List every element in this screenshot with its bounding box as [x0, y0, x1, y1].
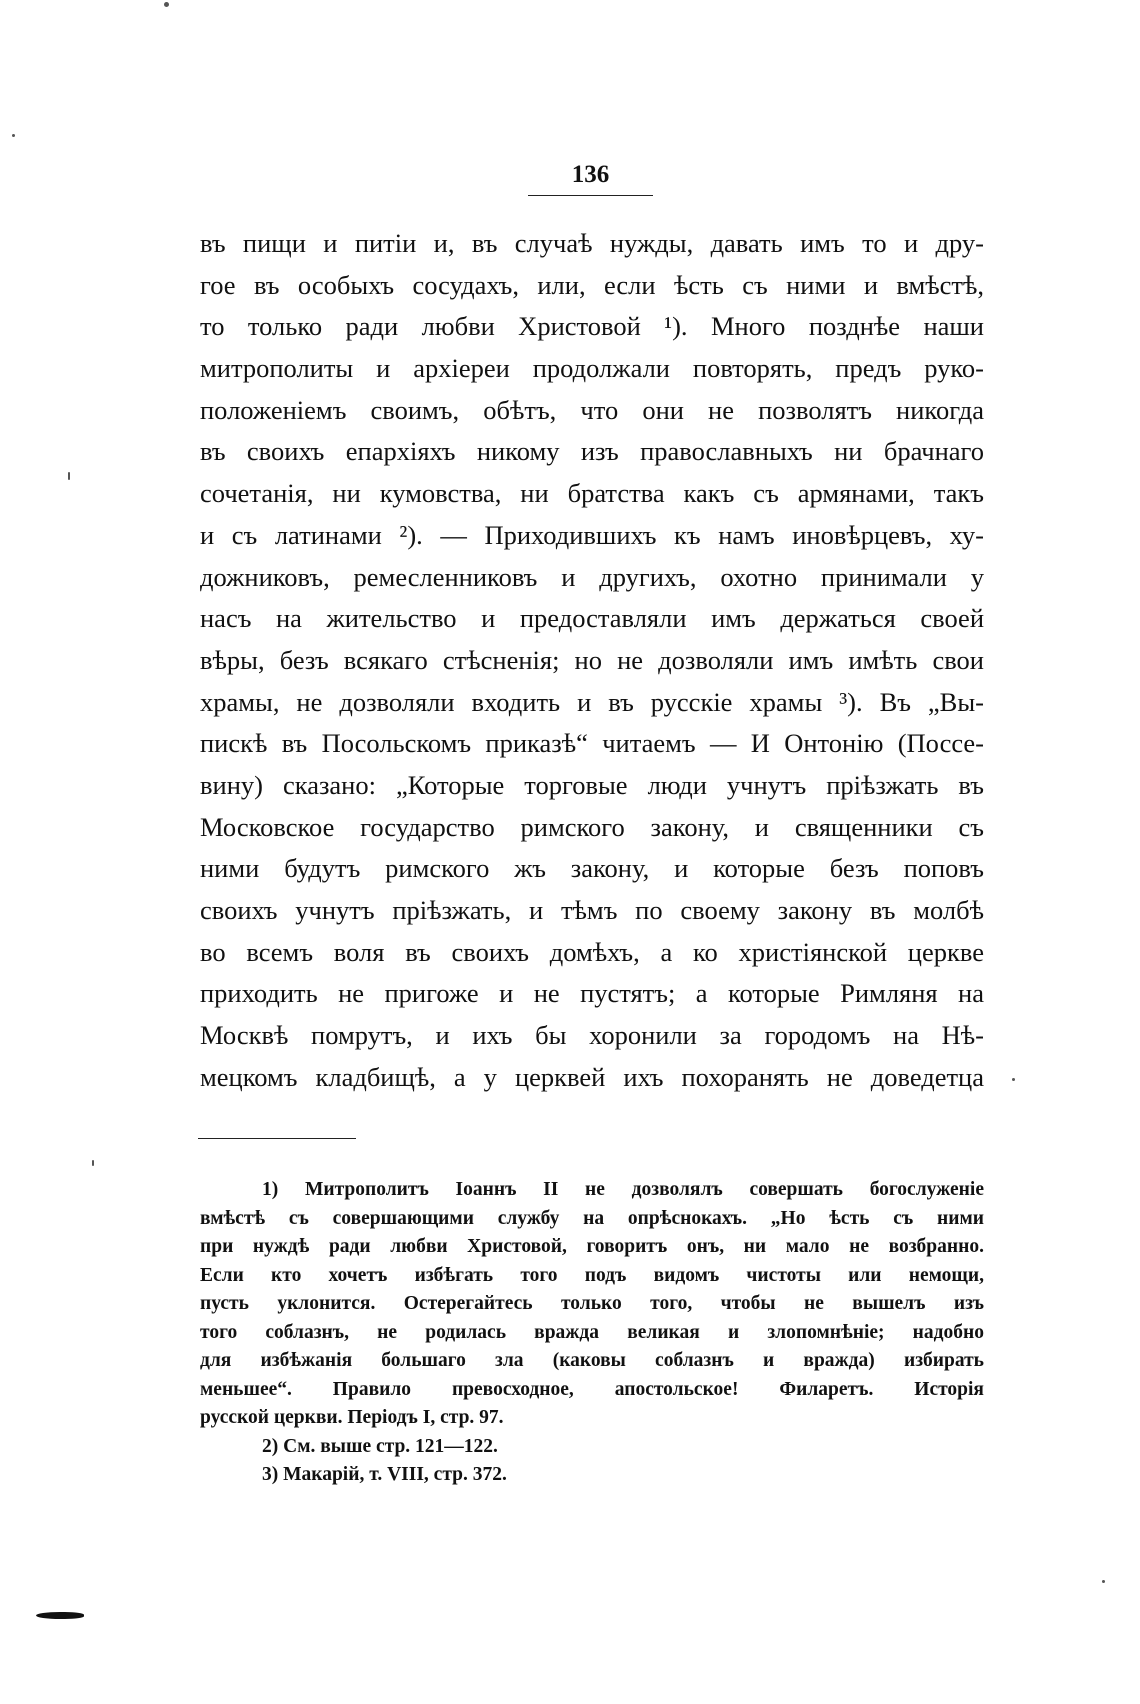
body-line: храмы, не дозволяли входить и въ русскіе храмы ³). Въ „Вы- — [200, 686, 984, 717]
footnote-1-line: русской церкви. Періодъ I, стр. 97. — [200, 1407, 504, 1428]
footnote-1-line: вмѣстѣ съ совершающими службу на опрѣснокахъ. „Но ѣсть съ ними — [200, 1207, 984, 1229]
footnote-1-line: того соблазнъ, не родилась вражда великая и злопомнѣніе; надобно — [200, 1321, 984, 1343]
body-line: дожниковъ, ремесленниковъ и другихъ, охотно принимали у — [200, 561, 984, 592]
scan-speck — [12, 134, 15, 137]
footnote-1-line: для избѣжанія большаго зла (каковы соблазнъ и вражда) избирать — [200, 1350, 984, 1371]
body-line: Московское государство римского закону, и священники съ — [200, 811, 984, 842]
body-line: во всемъ воля въ своихъ домѣхъ, а ко христіянской церкве — [200, 936, 984, 967]
scan-speck — [92, 1160, 94, 1166]
footnotes — [200, 1176, 984, 1490]
body-line: вѣры, безъ всякаго стѣсненія; но не дозволяли имъ имѣть свои — [200, 644, 984, 675]
footnote-1-line: 1) Митрополитъ Іоаннъ II не дозволялъ совершать богослуженіе — [262, 1179, 984, 1200]
body-line: своихъ учнутъ пріѣзжать, и тѣмъ по своему закону въ молбѣ — [200, 895, 984, 925]
footnote-3: 3) Макарій, т. VIII, стр. 372. — [262, 1464, 507, 1485]
footnote-1-line: при нуждѣ ради любви Христовой, говоритъ онъ, ни мало не возбранно. — [200, 1236, 984, 1257]
body-line: и съ латинами ²). — Приходившихъ къ намъ иновѣрцевъ, ху- — [200, 519, 984, 550]
body-line: сочетанія, ни кумовства, ни братства какъ съ армянами, такъ — [200, 478, 984, 509]
body-line: мецкомъ кладбищѣ, а у церквей ихъ похоранять не доведетца — [200, 1061, 984, 1092]
scan-smudge — [36, 1612, 84, 1619]
body-line: Москвѣ помрутъ, и ихъ бы хоронили за городомъ на Нѣ- — [200, 1020, 984, 1051]
footnote-separator — [198, 1138, 356, 1139]
scan-speck — [1102, 1580, 1105, 1583]
footnote-1-line: пусть уклонится. Остерегайтесь только того, чтобы не вышелъ изъ — [200, 1293, 984, 1314]
body-line: положеніемъ своимъ, обѣтъ, что они не позволятъ никогда — [200, 394, 984, 425]
page-number: 136 — [571, 161, 610, 188]
body-line: вину) сказано: „Которые торговые люди учнутъ пріѣзжать въ — [200, 769, 984, 800]
body-line: пискѣ въ Посольскомъ приказѣ“ читаемъ — И Онтонію (Поссе- — [200, 728, 984, 759]
body-line: гое въ особыхъ сосудахъ, или, если ѣсть съ ними и вмѣстѣ, — [200, 269, 984, 300]
body-line: ними будутъ римского жъ закону, и которые безъ поповъ — [200, 853, 984, 884]
footnote-2: 2) См. выше стр. 121—122. — [262, 1435, 498, 1457]
scan-speck — [164, 2, 169, 7]
body-line: въ пищи и питіи и, въ случаѣ нужды, давать имъ то и дру- — [200, 228, 984, 258]
scan-speck — [1012, 1078, 1015, 1081]
body-line: насъ на жительство и предоставляли имъ держаться своей — [200, 603, 984, 634]
body-text — [200, 223, 984, 1098]
body-line: то только ради любви Христовой ¹). Много позднѣе наши — [200, 311, 984, 342]
footnote-1-line: меньшее“. Правило превосходное, апостольское! Филаретъ. Исторія — [200, 1378, 984, 1400]
footnote-1-line: Если кто хочетъ избѣгать того подъ видомъ чистоты или немощи, — [200, 1264, 984, 1286]
page-number-rule — [528, 195, 653, 196]
scan-speck — [68, 472, 70, 480]
body-line: въ своихъ епархіяхъ никому изъ православныхъ ни брачнаго — [200, 436, 984, 467]
body-line: приходить не пригоже и не пустятъ; а которые Римляня на — [200, 978, 984, 1009]
body-line: митрополиты и архіереи продолжали повторять, предъ руко- — [200, 353, 984, 384]
